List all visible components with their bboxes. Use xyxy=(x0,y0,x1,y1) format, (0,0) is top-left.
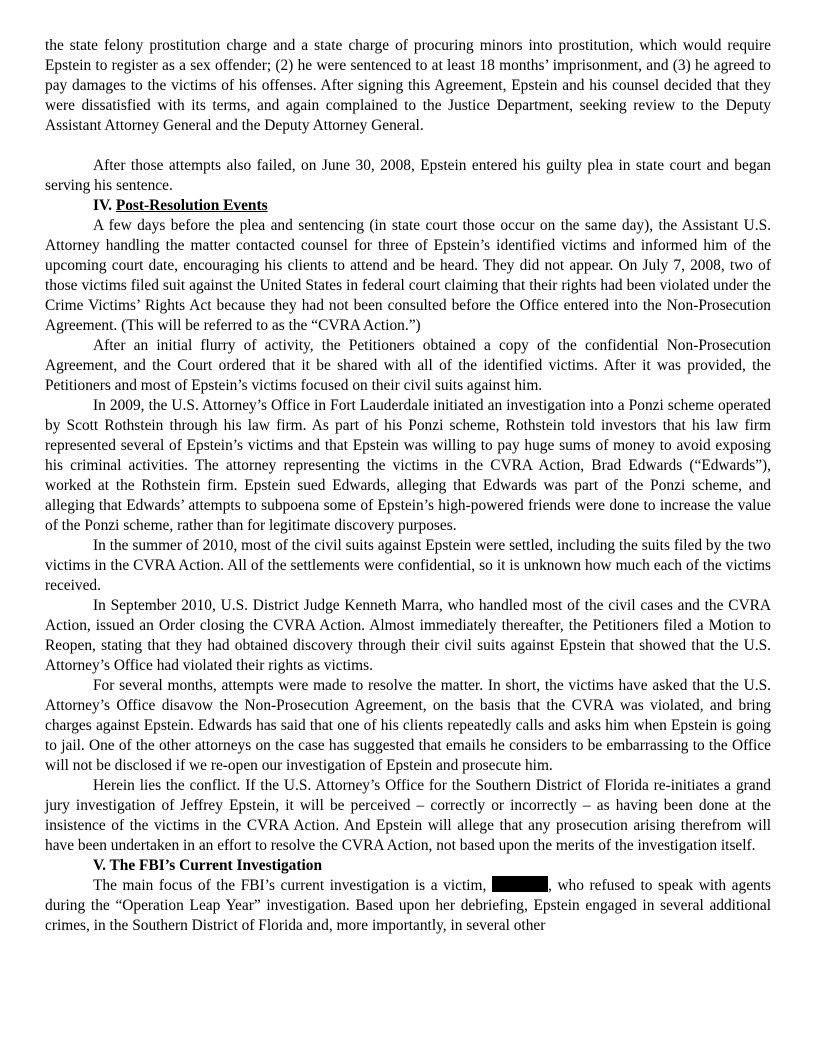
paragraph-guilty-plea: After those attempts also failed, on June 30, 2008, Epstein entered his guilty plea in state court and began serving his sentence. xyxy=(45,157,771,194)
section-heading-post-resolution xyxy=(45,196,771,216)
paragraph-fbi-focus-start: The main focus of the FBI’s current investigation is a victim, xyxy=(93,877,492,894)
paragraph-motion-to-reopen: In September 2010, U.S. District Judge Kenneth Marra, who handled most of the civil cases and the CVRA Action, issued an Order closing the CVRA Action. Almost immediately thereafter, the Petitioners filed a Motion to Reopen, stating that they had obtained discovery through their civil suits against Epstein that showed that the U.S. Attorney’s Office had violated their rights as victims. xyxy=(45,597,771,674)
paragraph-conflict: Herein lies the conflict. If the U.S. Attorney’s Office for the Southern District of Florida re-initiates a grand jury investigation of Jeffrey Epstein, it will be perceived – correctly or incorrectly – as having been done at the insistence of the victims in the CVRA Action. And Epstein will allege that any prosecution arising therefrom will have been undertaken in an effort to resolve the CVRA Action, not based upon the merits of the investigation itself. xyxy=(45,777,771,854)
paragraph-cvra-action: A few days before the plea and sentencing (in state court those occur on the same day), the Assistant U.S. Attorney handling the matter contacted counsel for three of Epstein’s identified victims and informed him of the upcoming court date, encouraging his clients to attend and be heard. They did not appear. On July 7, 2008, two of those victims filed suit against the United States in federal court claiming that their rights had been violated under the Crime Victims’ Rights Act because they had not been consulted before the Office entered into the Non-Prosecution Agreement. (This will be referred to as the “CVRA Action.”) xyxy=(45,217,771,334)
paragraph-gap xyxy=(45,136,771,156)
paragraph-ponzi-scheme: In 2009, the U.S. Attorney’s Office in Fort Lauderdale initiated an investigation into a Ponzi scheme operated by Scott Rothstein through his law firm. As part of his Ponzi scheme, Rothstein told investors that his law firm represented several of Epstein’s victims and that Epstein was willing to pay huge sums of money to avoid exposing his criminal activities. The attorney representing the victims in the CVRA Action, Brad Edwards (“Edwards”), worked at the Rothstein firm. Epstein sued Edwards, alleging that Edwards was part of the Ponzi scheme, and alleging that Edwards’ attempts to subpoena some of Epstein’s high-powered friends were done to increase the value of the Ponzi scheme, rather than for legitimate discovery purposes. xyxy=(45,397,771,534)
paragraph-civil-settlements: In the summer of 2010, most of the civil suits against Epstein were settled, including the suits filed by the two victims in the CVRA Action. All of the settlements were confidential, so it is unknown how much each of the victims received. xyxy=(45,537,771,594)
paragraph-npa-copy: After an initial flurry of activity, the Petitioners obtained a copy of the confidential Non-Prosecution Agreement, and the Court ordered that it be shared with all of the identified victims. After it was provided, the Petitioners and most of Epstein’s victims focused on their civil suits against him. xyxy=(45,337,771,394)
paragraph-resolution-attempts: For several months, attempts were made to resolve the matter. In short, the victims have asked that the U.S. Attorney’s Office disavow the Non-Prosecution Agreement, on the basis that the CVRA was violated, and bring charges against Epstein. Edwards has said that one of his clients repeatedly calls and asks him when Epstein is going to jail. One of the other attorneys on the case has suggested that emails he considers to be embarrassing to the Office will not be disclosed if we re-open our investigation of Epstein and prosecute him. xyxy=(45,677,771,774)
paragraph-fbi-focus xyxy=(45,876,771,936)
redaction-block xyxy=(492,876,548,892)
paragraph-fbi-focus-end: , who refused to speak with agents during the “Operation Leap Year” investigation. Based upon her debriefing, Epstein engaged in several additional crimes, in the Southern District of Florida and, more importantly, in several other xyxy=(45,877,771,934)
section-number: IV. xyxy=(93,197,116,214)
section-heading-fbi-investigation: V. The FBI’s Current Investigation xyxy=(93,857,323,874)
paragraph-plea-agreement-terms: the state felony prostitution charge and a state charge of procuring minors into prostitution, which would require Epstein to register as a sex offender; (2) he were sentenced to at least 18 months’ imprisonment, and (3) he agreed to pay damages to the victims of his offenses. After signing this Agreement, Epstein and his counsel decided that they were dissatisfied with its terms, and again complained to the Justice Department, seeking review to the Deputy Assistant Attorney General and the Deputy Attorney General. xyxy=(45,37,771,134)
document-page xyxy=(45,36,771,936)
section-title: Post-Resolution Events xyxy=(115,197,268,214)
